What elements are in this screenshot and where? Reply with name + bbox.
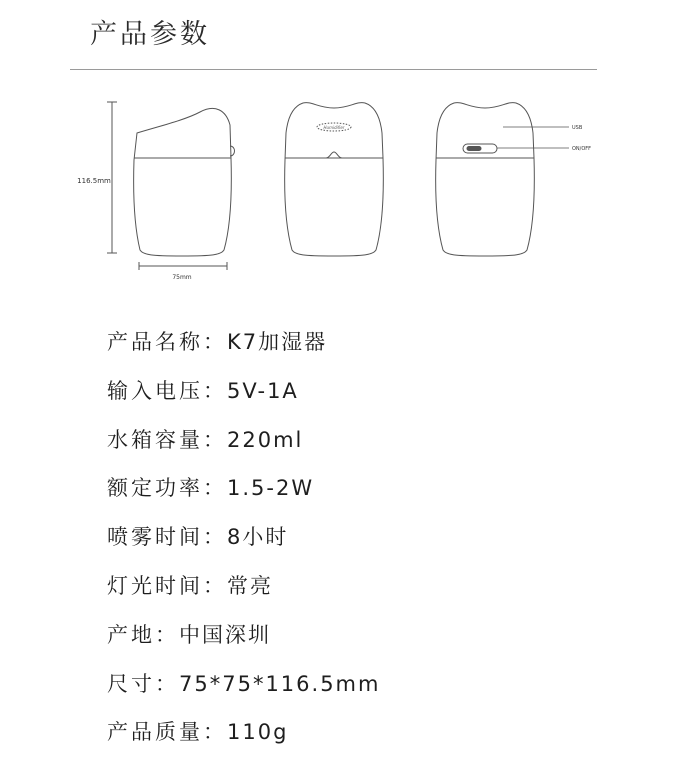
spec-label: 灯光时间 [107, 573, 203, 598]
spec-value: 75*75*116.5mm [179, 671, 381, 696]
spec-label: 产地 [107, 622, 155, 647]
spec-row-weight [107, 714, 380, 763]
spec-separator: ： [203, 573, 227, 598]
page-title: 产品参数 [90, 19, 210, 50]
brand-mark: Humidifier [323, 125, 345, 130]
usb-label: USB [572, 125, 583, 131]
spec-value: 110g [227, 720, 289, 745]
spec-row-origin [107, 617, 380, 666]
spec-row-dimensions [107, 666, 380, 715]
side-view [107, 102, 235, 270]
spec-label: 产品名称 [107, 330, 203, 354]
spec-separator: ： [203, 330, 227, 354]
spec-label: 额定功率 [107, 476, 203, 501]
spec-value: 中国深圳 [179, 622, 271, 647]
spec-separator: ： [155, 622, 179, 647]
product-dimension-drawing [0, 95, 689, 295]
title-divider [70, 69, 597, 70]
spec-row-input-voltage [107, 373, 380, 422]
spec-separator: ： [203, 476, 227, 501]
spec-label: 输入电压 [107, 378, 203, 403]
side-view-outline [134, 108, 232, 256]
spec-value: 5V-1A [227, 378, 299, 403]
mist-outlet [326, 152, 342, 158]
dimension-drawing-svg [0, 95, 689, 295]
width-dimension-label: 75mm [172, 274, 192, 281]
back-view-outline [436, 103, 535, 256]
spec-label: 喷雾时间 [107, 525, 203, 550]
spec-label: 水箱容量 [107, 427, 203, 452]
spec-value: 1.5-2W [227, 476, 315, 501]
switch-label: ON/OFF [572, 146, 592, 152]
spec-value: K7加湿器 [227, 330, 328, 354]
spec-separator: ： [203, 720, 227, 745]
height-dimension-label: 116.5mm [77, 177, 111, 185]
spec-row-rated-power [107, 470, 380, 519]
spec-list [107, 324, 380, 763]
power-switch-knob [467, 147, 481, 151]
spec-value: 8小时 [227, 525, 289, 550]
spec-value: 常亮 [227, 573, 273, 598]
spec-separator: ： [203, 427, 227, 452]
spec-row-spray-time [107, 519, 380, 568]
back-view [436, 103, 569, 256]
spec-label: 尺寸 [107, 671, 155, 696]
spec-value: 220ml [227, 427, 304, 452]
spec-row-tank-capacity [107, 422, 380, 471]
spec-label: 产品质量 [107, 720, 203, 745]
spec-separator: ： [155, 671, 179, 696]
spec-row-light-time [107, 568, 380, 617]
spec-separator: ： [203, 378, 227, 403]
spec-row-product-name [107, 324, 380, 373]
spec-separator: ： [203, 525, 227, 550]
